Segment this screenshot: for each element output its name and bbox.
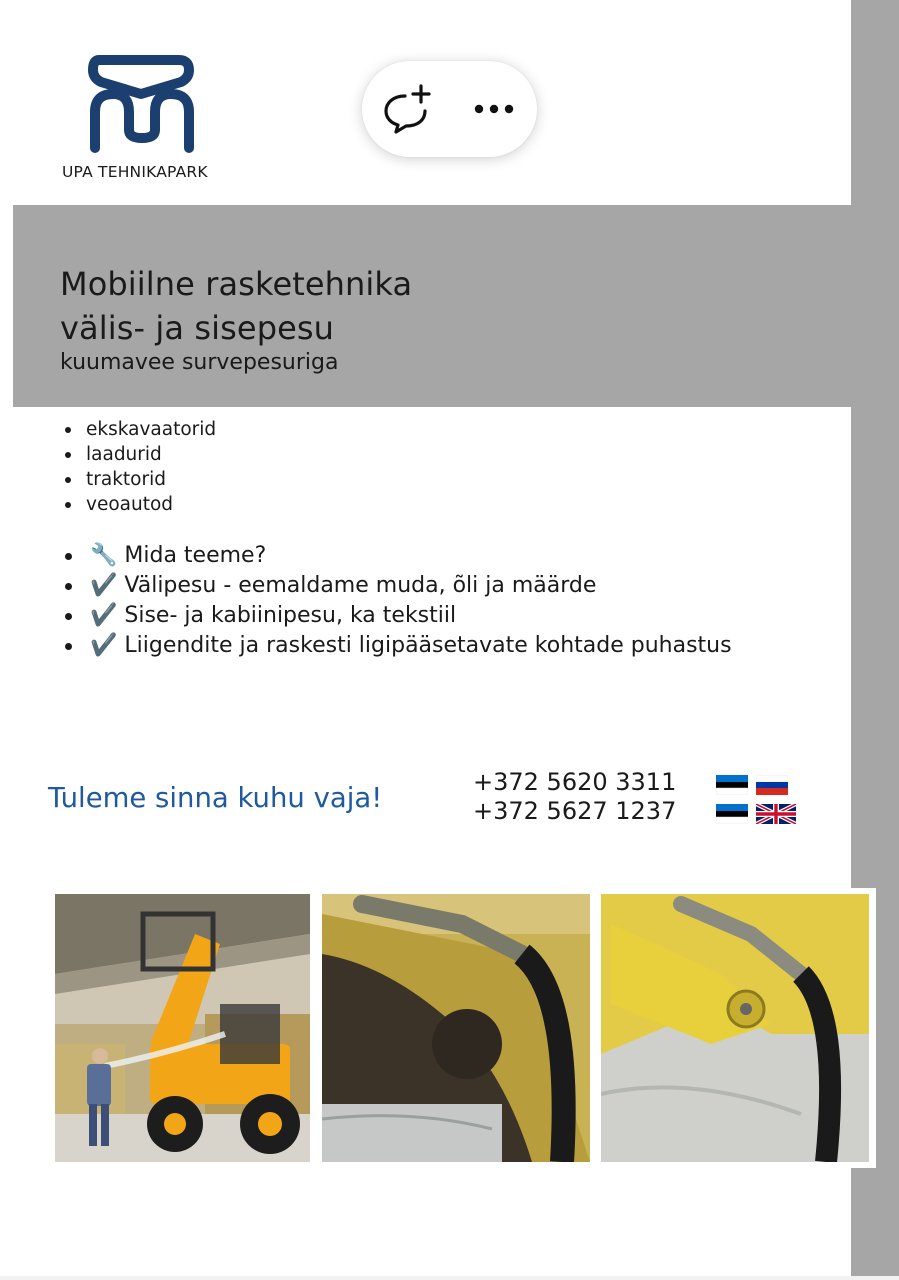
phone-row — [473, 797, 676, 826]
more-options-button[interactable] — [464, 79, 524, 139]
services-list — [62, 541, 762, 661]
phone-number[interactable]: +372 5620 3311 — [473, 768, 677, 796]
uk-flag-icon — [756, 804, 796, 824]
tagline: Tuleme sinna kuhu vaja! — [48, 782, 383, 814]
bottom-divider — [0, 1276, 899, 1280]
phone-row — [473, 768, 676, 797]
header-band — [13, 205, 851, 407]
page-subtitle: kuumavee survepesuriga — [60, 350, 339, 375]
phone-number[interactable]: +372 5627 1237 — [473, 797, 677, 825]
list-item: laadurid — [62, 442, 216, 467]
page-title-line2: välis- ja sisepesu — [60, 309, 335, 347]
phone-list — [473, 768, 676, 826]
more-horizontal-icon — [469, 102, 519, 116]
add-comment-button[interactable] — [376, 79, 436, 139]
list-item: traktorid — [62, 467, 216, 492]
list-item: ✔️ Sise- ja kabiinipesu, ka tekstiil — [62, 601, 762, 631]
telehandler-washing-photo — [55, 894, 310, 1162]
estonia-flag-icon — [716, 775, 748, 795]
list-item: ✔️ Liigendite ja raskesti ligipääsetavate kohtade puhastus — [62, 631, 762, 661]
chat-plus-icon — [379, 82, 433, 136]
brand-name: UPA TEHNIKAPARK — [62, 163, 208, 181]
page-title-line1: Mobiilne rasketehnika — [60, 265, 413, 303]
action-pill — [362, 61, 537, 157]
machine-types-list — [62, 417, 216, 517]
dirty-excavator-joint-photo — [322, 894, 590, 1162]
list-item: ✔️ Välipesu - eemaldame muda, õli ja määrde — [62, 571, 762, 601]
clean-excavator-joint-photo — [601, 894, 869, 1162]
upa-logo-mark-icon — [87, 50, 197, 158]
list-item: veoautod — [62, 492, 216, 517]
estonia-flag-icon — [716, 804, 748, 824]
list-item: 🔧 Mida teeme? — [62, 541, 762, 571]
list-item: ekskavaatorid — [62, 417, 216, 442]
russia-flag-icon — [756, 775, 788, 795]
